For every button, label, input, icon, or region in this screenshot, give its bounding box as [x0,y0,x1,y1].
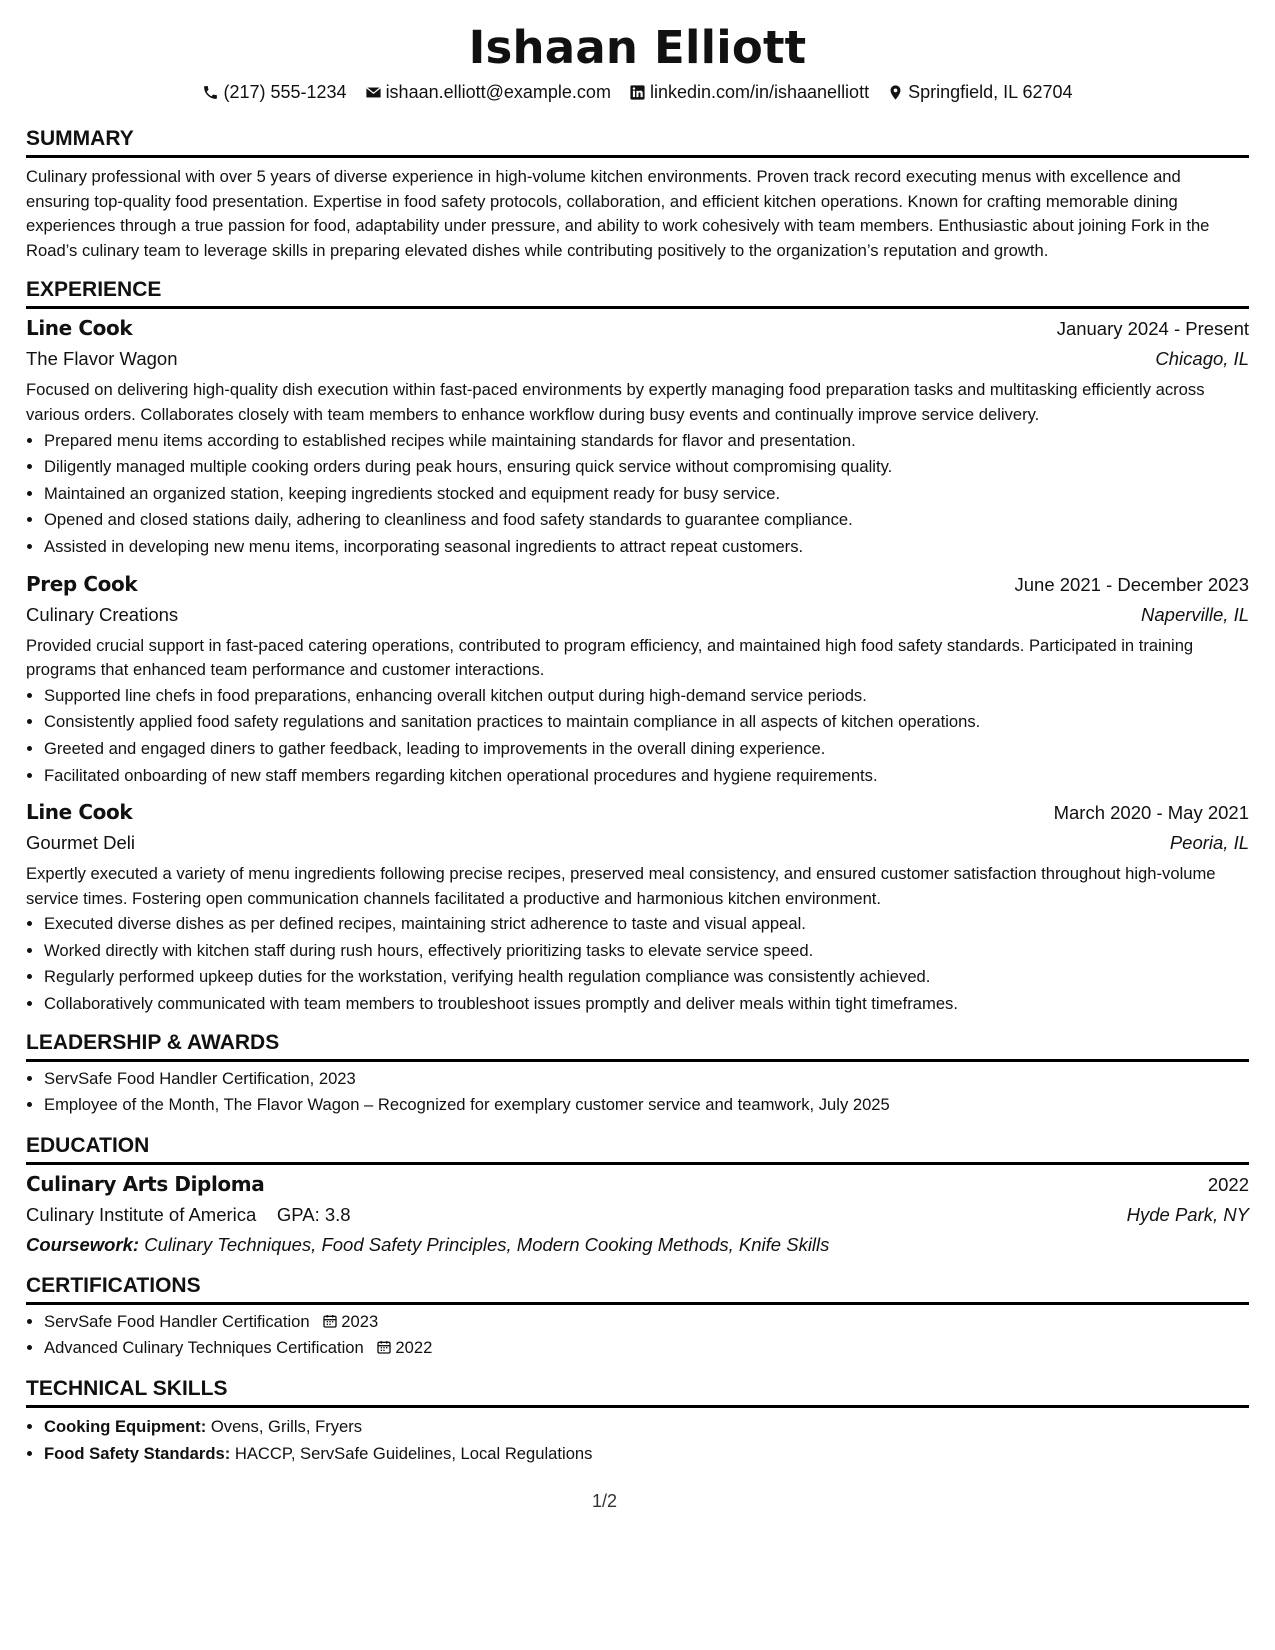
list-item: • Diligently managed multiple cooking orders during peak hours, ensuring quick service without compromising quality. [44,454,1249,481]
list-item: • Supported line chefs in food preparations, enhancing overall kitchen output during high-demand service periods. [44,683,1249,710]
contact-location [887,80,1072,104]
list-item: • Consistently applied food safety regulations and sanitation practices to maintain compliance in all aspects of kitchen operations. [44,709,1249,736]
certification-name: ServSafe Food Handler Certification [44,1311,310,1331]
job-entry [26,569,1249,790]
linkedin-link[interactable]: linkedin.com/in/ishaanelliott [649,82,870,102]
list-item: • Worked directly with kitchen staff during rush hours, effectively prioritizing tasks to elevate service speed. [44,938,1249,965]
job-title: Line Cook [26,800,133,825]
coursework [26,1230,1249,1259]
skills-list [26,1414,1249,1467]
graduation-year: 2022 [1207,1173,1249,1195]
section-title-education: EDUCATION [26,1133,1249,1165]
school-name: Culinary Institute of America [26,1203,257,1225]
list-item: • Prepared menu items according to established recipes while maintaining standards for flavor and presentation. [44,428,1249,455]
job-title: Line Cook [26,316,133,341]
job-entry [26,313,1249,560]
list-item [44,1309,1249,1336]
section-title-experience: EXPERIENCE [26,277,1249,309]
leadership-section [26,1030,1249,1119]
list-item: • Assisted in developing new menu items, incorporating seasonal ingredients to attract repeat customers. [44,534,1249,561]
list-item: • Collaboratively communicated with team members to troubleshoot issues promptly and deliver meals within tight timeframes. [44,991,1249,1018]
job-dates: January 2024 - Present [1056,318,1249,340]
gpa: GPA: 3.8 [276,1203,351,1225]
list-item: • Employee of the Month, The Flavor Wagon – Recognized for exemplary customer service and teamwork, July 2025 [44,1092,1249,1119]
email-link[interactable]: ishaan.elliott@example.com [385,82,611,102]
certification-year: 2022 [395,1338,433,1358]
certifications-list [26,1309,1249,1362]
job-bullets [26,428,1249,561]
contact-phone [202,80,346,104]
coursework-list: Culinary Techniques, Food Safety Principles, Modern Cooking Methods, Knife Skills [144,1233,830,1255]
list-item: • Greeted and engaged diners to gather feedback, leading to improvements in the overall dining experience. [44,736,1249,763]
job-location: Peoria, IL [1169,832,1249,854]
section-title-skills: TECHNICAL SKILLS [26,1376,1249,1408]
job-description: Focused on delivering high-quality dish execution within fast-paced environments by expertly managing food preparation tasks and multitasking efficiently across various orders. Collaborates closely with team members to enhance workflow during busy events and continually improve service delivery. [26,380,1205,424]
job-company: The Flavor Wagon [26,348,178,370]
job-description: Provided crucial support in fast-paced catering operations, contributed to program efficiency, and maintained high food safety standards. Participated in training programs that enhanced team performance and customer interactions. [26,635,1194,680]
job-description: Expertly executed a variety of menu ingredients following precise recipes, preserved meal consistency, and ensured customer satisfaction throughout high-volume service times. Fostering open communication channels facilitated a productive and harmonious kitchen environment. [26,864,1216,908]
calendar-icon [376,1339,392,1355]
school-and-gpa [26,1200,351,1230]
list-item: • Facilitated onboarding of new staff members regarding kitchen operational procedures and hygiene requirements. [44,763,1249,790]
linkedin-icon [629,84,646,101]
list-item [44,1335,1249,1362]
phone-text: (217) 555-1234 [223,82,347,102]
job-title: Prep Cook [26,571,138,596]
job-bullets [26,683,1249,789]
summary-text: Culinary professional with over 5 years of diverse experience in high-volume kitchen environments. Proven track record executing menus with excellence and ensuring top-quality food presentation. Expertise in food safety protocols, collaboration, and efficient kitchen operations. Known for crafting memorable dining experiences through a true passion for food, adaptability under pressure, and ability to work cohesively with team members. Enthusiastic about joining Fork in the Road’s culinary team to leverage skills in preparing elevated dishes while contributing positively to the organization’s reputation and growth. [26,167,1210,260]
summary-section [26,126,1249,263]
calendar-icon [322,1313,338,1329]
job-location: Chicago, IL [1155,348,1249,370]
location-text: Springfield, IL 62704 [908,82,1073,102]
degree: Culinary Arts Diploma [26,1171,265,1196]
certification-name: Advanced Culinary Techniques Certification [44,1338,364,1358]
certification-year: 2023 [341,1311,379,1331]
leadership-list [26,1066,1249,1119]
skill-label: Food Safety Standards: [44,1443,231,1463]
school-location: Hyde Park, NY [1126,1203,1249,1225]
list-item: • Executed diverse dishes as per defined recipes, maintaining strict adherence to taste and visual appeal. [44,911,1249,938]
phone-icon [202,84,219,101]
list-item: • Opened and closed stations daily, adhering to cleanliness and food safety standards to guarantee compliance. [44,507,1249,534]
map-pin-icon [887,84,904,101]
section-title-summary: SUMMARY [26,126,1249,158]
experience-section [26,277,1249,1017]
list-item [44,1441,1249,1468]
skill-value: Ovens, Grills, Fryers [210,1417,363,1437]
list-item: • Maintained an organized station, keeping ingredients stocked and equipment ready for busy service. [44,481,1249,508]
certifications-section [26,1273,1249,1362]
skill-label: Cooking Equipment: [44,1417,207,1437]
contact-linkedin[interactable] [629,80,869,104]
envelope-icon [365,84,382,101]
job-dates: June 2021 - December 2023 [1014,573,1249,595]
education-section [26,1133,1249,1259]
list-item: • Regularly performed upkeep duties for the workstation, verifying health regulation compliance was consistently achieved. [44,964,1249,991]
resume-page [26,22,1249,1467]
job-location: Naperville, IL [1141,603,1249,625]
list-item: • ServSafe Food Handler Certification, 2023 [44,1066,1249,1093]
contact-bar [26,80,1249,104]
page-number: 1/2 [592,1491,618,1511]
list-item [44,1414,1249,1441]
job-entry [26,797,1249,1018]
job-bullets [26,911,1249,1017]
section-title-leadership: LEADERSHIP & AWARDS [26,1030,1249,1062]
coursework-label: Coursework: [26,1233,140,1255]
candidate-name: Ishaan Elliott [468,21,807,74]
job-dates: March 2020 - May 2021 [1053,802,1249,824]
section-title-certifications: CERTIFICATIONS [26,1273,1249,1305]
job-company: Culinary Creations [26,603,179,625]
skill-value: HACCP, ServSafe Guidelines, Local Regulations [234,1443,593,1463]
contact-email[interactable] [365,80,611,104]
skills-section [26,1376,1249,1467]
job-company: Gourmet Deli [26,832,135,854]
